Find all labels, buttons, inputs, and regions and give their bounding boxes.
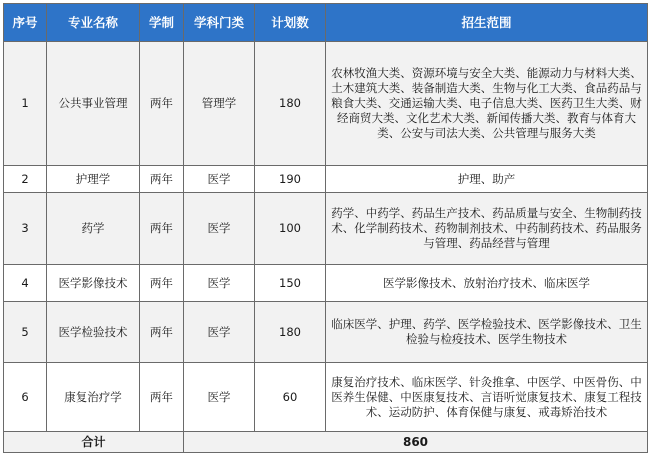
row-index: 4: [4, 265, 47, 302]
row-plan: 190: [255, 166, 326, 193]
row-scope: 农林牧渔大类、资源环境与安全大类、能源动力与材料大类、土木建筑大类、装备制造大类、生物与化工大类、食品药品与粮食大类、交通运输大类、电子信息大类、医药卫生大类、财经商贸大类、文化艺术大类、新闻传播大类、教育与体育大类、公安与司法大类、公共管理与服务大类: [326, 42, 648, 166]
row-duration: 两年: [140, 363, 184, 432]
total-value: 860: [184, 432, 648, 453]
row-plan: 180: [255, 302, 326, 363]
row-duration: 两年: [140, 166, 184, 193]
row-major: 药学: [47, 193, 140, 265]
row-plan: 180: [255, 42, 326, 166]
row-category: 医学: [184, 193, 255, 265]
table-row: [4, 166, 648, 193]
table-row: [4, 42, 648, 166]
row-major: 医学检验技术: [47, 302, 140, 363]
table-row: [4, 265, 648, 302]
total-row: [4, 432, 648, 453]
row-major: 康复治疗学: [47, 363, 140, 432]
table-row: [4, 363, 648, 432]
row-duration: 两年: [140, 42, 184, 166]
header-row: [4, 4, 648, 42]
row-duration: 两年: [140, 193, 184, 265]
row-duration: 两年: [140, 265, 184, 302]
row-scope: 医学影像技术、放射治疗技术、临床医学: [326, 265, 648, 302]
row-plan: 100: [255, 193, 326, 265]
row-plan: 60: [255, 363, 326, 432]
row-category: 医学: [184, 302, 255, 363]
row-category: 医学: [184, 265, 255, 302]
row-category: 医学: [184, 166, 255, 193]
total-label: 合计: [4, 432, 184, 453]
row-duration: 两年: [140, 302, 184, 363]
header-category: 学科门类: [184, 4, 255, 42]
row-scope: 临床医学、护理、药学、医学检验技术、医学影像技术、卫生检验与检疫技术、医学生物技术: [326, 302, 648, 363]
row-index: 5: [4, 302, 47, 363]
row-major: 医学影像技术: [47, 265, 140, 302]
row-scope: 康复治疗技术、临床医学、针灸推拿、中医学、中医骨伤、中医养生保健、中医康复技术、言语听觉康复技术、康复工程技术、运动防护、体育保健与康复、戒毒矫治技术: [326, 363, 648, 432]
row-category: 医学: [184, 363, 255, 432]
header-index: 序号: [4, 4, 47, 42]
row-index: 3: [4, 193, 47, 265]
row-plan: 150: [255, 265, 326, 302]
row-index: 6: [4, 363, 47, 432]
row-category: 管理学: [184, 42, 255, 166]
table-row: [4, 302, 648, 363]
admissions-table: [3, 3, 648, 453]
table-row: [4, 193, 648, 265]
row-scope: 护理、助产: [326, 166, 648, 193]
header-duration: 学制: [140, 4, 184, 42]
row-scope: 药学、中药学、药品生产技术、药品质量与安全、生物制药技术、化学制药技术、药物制剂技术、中药制药技术、药品服务与管理、药品经营与管理: [326, 193, 648, 265]
header-scope: 招生范围: [326, 4, 648, 42]
row-major: 公共事业管理: [47, 42, 140, 166]
header-major: 专业名称: [47, 4, 140, 42]
row-index: 1: [4, 42, 47, 166]
header-plan: 计划数: [255, 4, 326, 42]
row-index: 2: [4, 166, 47, 193]
row-major: 护理学: [47, 166, 140, 193]
